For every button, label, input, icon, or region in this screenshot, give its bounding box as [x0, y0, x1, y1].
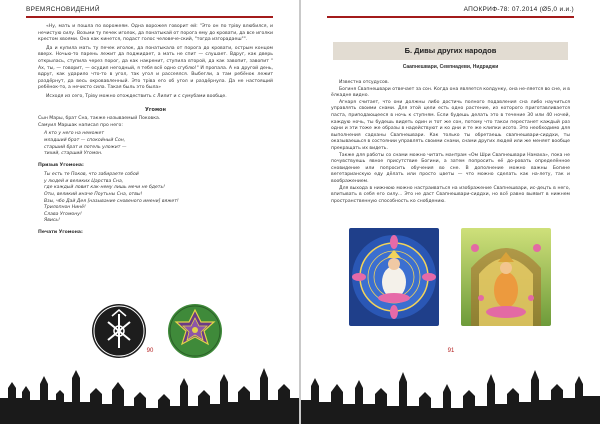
intro-line: Сын Мары, брат Сна, также называемый Поковка. — [38, 116, 161, 122]
prayer-title: Призыв Угомона: — [38, 162, 84, 168]
city-skyline-icon — [301, 348, 600, 424]
right-page — [301, 0, 600, 424]
paragraph: Также для работы со снами можно читать мантрам «Ом Шри Свапнешвари Намаха», пока не почувствуешь явное присутствие Богини, а затем попросить её до-ровать определённое сновидение или попросить обучения во сне. В дополнение можно важны Богине вегетарианскую еду дёлать или просто цветы — что можно сделать как на-лету, так и воображением. — [331, 152, 570, 184]
paragraph: Для выхода в нижнюю можно настраиваться на изображение Свапнешвари, ис-децть в него, впитывать в себя его силу... Это не даст Свапнешвари-сиддхи, но всё равно выявит в нижнем пространственную способность ко снобдению. — [331, 185, 570, 204]
paragraph: «Ну, мать и пошла по ворожеям. Одна ворожея говорит ей: "Это он по тріву влюбился, и нечистую силу. Возьми ту печек иголок, да понатыкай от порога ему до кровати, да все иголки крестом хвоями. Она как кинется, подаст голос человече-ский, "тогда изгорадаеш"". — [38, 24, 273, 43]
page-number-right: 91 — [447, 348, 455, 354]
running-head-left: ВРЕМЯСНОВИДЕНИЙ — [26, 6, 100, 13]
poem-line: у людей и великих Царства Сна, — [44, 178, 124, 184]
poem-line: младший брат — спокойный Сон, — [44, 137, 126, 143]
goddess-temple-image — [461, 228, 551, 326]
poem-prayer — [44, 172, 273, 225]
poem-marshak — [44, 131, 273, 157]
poem-line: где каждый ловит как-нему лишь мечи не бдеть! — [44, 185, 166, 191]
page-number-left: 90 — [146, 348, 154, 354]
paragraph: Да и купила мать ту печек иголок, да понатыкала от порога до кровати, острым концом вверх. Ночью-то парень лежит да поджидает, а мать не спит — слушает. Вдруг, как дверь открылась, ступила через порог, да как накренит, ступила второй, да как завопит, завопит " Ах, ты, — говорит, — осудил негодный, я тебя всё одно сгублю!" И пропала. А на другой день, вдруг, как ударило что-то в угол, так угол и рассеялся. Выбегли, а там ребёнок лежит раздёрнут, да весь окровавленный. Это тріва его об угол и раздёрнула. Да не настоящий ребёнок-то, а нечисто сила. Такая быль это была» — [38, 45, 273, 91]
poem-line: Явись! — [44, 218, 60, 224]
paragraph: Известна отсудусов. — [339, 80, 390, 85]
paragraph: Исходя из сего, Тріву можно отождествить с Лилит и с сумубами вообще. — [46, 93, 227, 99]
poem-line: старший брат и потель уложит — — [44, 144, 127, 150]
poem-line: Трилопнон Нинё! — [44, 205, 86, 211]
seals-title: Печати Угомона: — [38, 230, 83, 236]
chapter-title: Б. Дивы других народов — [333, 42, 568, 60]
left-page — [0, 0, 299, 424]
left-page-body — [38, 24, 273, 240]
poem-line: Взы, чбо Дай Дея [называние сновеного имени] вяжет! — [44, 198, 179, 204]
poem-line: тихий, старший Угомон. — [44, 151, 103, 157]
goddess-mandala-image — [349, 228, 439, 326]
poem-line: Слава Угомону! — [44, 211, 82, 217]
running-head-right: АПОКРИФ-78: 07.2014 (Ø5,0 и.и.) — [463, 6, 574, 13]
right-page-body — [331, 80, 570, 205]
intro-line: Самуил Маршак написал про него: — [38, 122, 123, 128]
section-title: Угомон — [145, 106, 166, 113]
header-rule — [327, 16, 574, 18]
chapter-subtitle: Саапнешвари, Севпнадеви, Нидраджи — [402, 64, 499, 70]
header-rule — [26, 16, 273, 18]
paragraph: Богиня Свапнешвари отвечает за сон. Когда она является колдунку, она не-ляется во сне, и в ёлкадне видно. — [331, 86, 570, 99]
poem-line: Оты, великий иначе Поутьны Сна, отвы! — [44, 192, 143, 198]
city-skyline-icon — [0, 348, 299, 424]
poem-line: Ты есть те Поков, что забираете собой — [44, 172, 139, 178]
poem-line: А кто у него на неможет — [44, 131, 105, 137]
paragraph: Агнаря считает, что они должны либо достичь полного подавления сна либо научиться управлять своими снами. Для этой цели есть одно растение, из которого приготавливается паста, приподающееся в ночь к ступням. Если будешь делать это в течение 30 или 40 ночей, каждую ночь, ты будешь видеть один и тот же сон, потому что такси перестанет каждый раз одни и эти тоже же образы в надействуют и ко дни и те же клипки исото. Это необходимо для выполнения садханы Свапнешвари. Как только ты обретаешь свапнешвари-сиддхи, ты оказываешься в состоянии управлять своими снами, снами других людей или же меняет вообще прекращать их видеть. — [331, 99, 570, 151]
